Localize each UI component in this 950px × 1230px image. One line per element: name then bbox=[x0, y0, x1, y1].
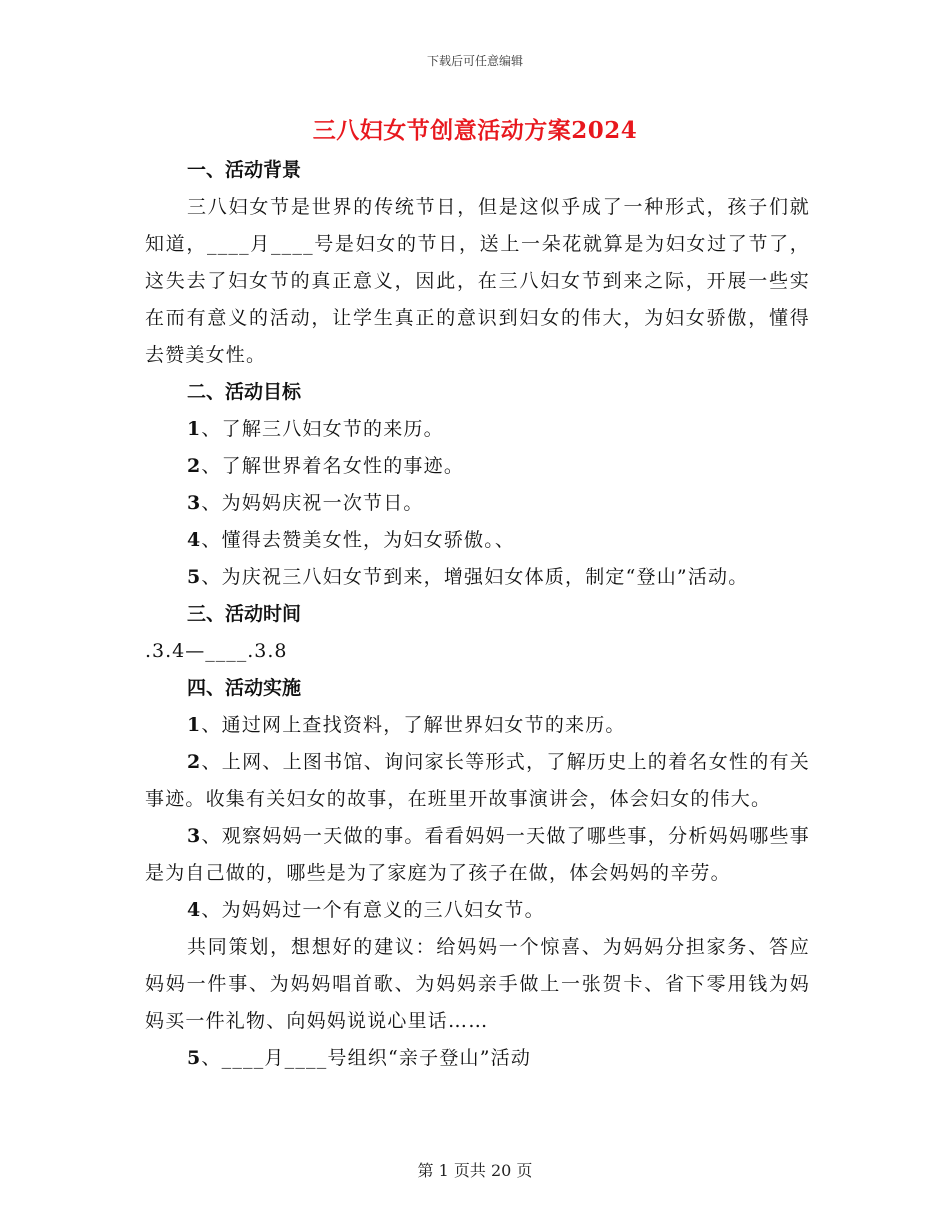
goal-text: 、为庆祝三八妇女节到来，增强妇女体质，制定“登山”活动。 bbox=[201, 566, 749, 588]
activity-time: .3.4—____.3.8 bbox=[145, 640, 288, 662]
section-heading-goals: 二、活动目标 bbox=[187, 381, 302, 403]
implementation-item-1 bbox=[145, 707, 810, 744]
implementation-item-3 bbox=[145, 818, 810, 892]
goal-item-5 bbox=[145, 559, 810, 596]
goal-num: 5 bbox=[187, 566, 202, 588]
document-body bbox=[145, 152, 810, 1077]
implementation-item-2 bbox=[145, 744, 810, 818]
goal-item-3 bbox=[145, 485, 810, 522]
goal-num: 2 bbox=[187, 455, 202, 477]
document-title: 三八妇女节创意活动方案2024 bbox=[312, 117, 638, 144]
goal-text: 、懂得去赞美女性，为妇女骄傲。、 bbox=[201, 529, 516, 551]
goal-text: 、了解三八妇女节的来历。 bbox=[201, 418, 444, 440]
planning-paragraph: 共同策划，想想好的建议：给妈妈一个惊喜、为妈妈分担家务、答应妈妈一件事、为妈妈唱首歌、为妈妈亲手做上一张贺卡、省下零用钱为妈妈买一件礼物、向妈妈说说心里话…… bbox=[145, 936, 810, 1032]
implementation-item-5 bbox=[145, 1040, 810, 1077]
impl-text: 、为妈妈过一个有意义的三八妇女节。 bbox=[201, 899, 545, 921]
goal-text: 、了解世界着名女性的事迹。 bbox=[201, 455, 465, 477]
goal-num: 3 bbox=[187, 492, 202, 514]
background-paragraph: 三八妇女节是世界的传统节日，但是这似乎成了一种形式，孩子们就知道，____月____号是妇女的节日，送上一朵花就算是为妇女过了节了，这失去了妇女节的真正意义，因此，在三八妇女节到来之际，开展一些实在而有意义的活动，让学生真正的意识到妇女的伟大，为妇女骄傲，懂得去赞美女性。 bbox=[145, 196, 810, 366]
impl-num: 5 bbox=[187, 1047, 202, 1069]
goal-num: 4 bbox=[187, 529, 202, 551]
section-heading-time: 三、活动时间 bbox=[187, 603, 302, 625]
page-header: 下载后可任意编辑 bbox=[426, 54, 523, 68]
section-heading-implementation: 四、活动实施 bbox=[187, 677, 302, 699]
goal-item-1 bbox=[145, 411, 810, 448]
impl-text: 、____月____号组织“亲子登山”活动 bbox=[201, 1047, 532, 1069]
section-heading-background: 一、活动背景 bbox=[187, 159, 302, 181]
goal-item-2 bbox=[145, 448, 810, 485]
page-footer: 第 1 页共 20 页 bbox=[417, 1161, 533, 1180]
implementation-item-4 bbox=[145, 892, 810, 929]
goal-num: 1 bbox=[187, 418, 202, 440]
impl-num: 3 bbox=[187, 825, 202, 847]
impl-text: 、上网、上图书馆、询问家长等形式，了解历史上的着名女性的有关事迹。收集有关妇女的故事，在班里开故事演讲会，体会妇女的伟大。 bbox=[145, 751, 810, 810]
impl-num: 1 bbox=[187, 714, 202, 736]
impl-text: 、通过网上查找资料，了解世界妇女节的来历。 bbox=[201, 714, 626, 736]
goal-item-4 bbox=[145, 522, 810, 559]
impl-text: 、观察妈妈一天做的事。看看妈妈一天做了哪些事，分析妈妈哪些事是为自己做的，哪些是为了家庭为了孩子在做，体会妈妈的辛劳。 bbox=[145, 825, 810, 884]
impl-num: 4 bbox=[187, 899, 202, 921]
goal-text: 、为妈妈庆祝一次节日。 bbox=[201, 492, 424, 514]
impl-num: 2 bbox=[187, 751, 202, 773]
